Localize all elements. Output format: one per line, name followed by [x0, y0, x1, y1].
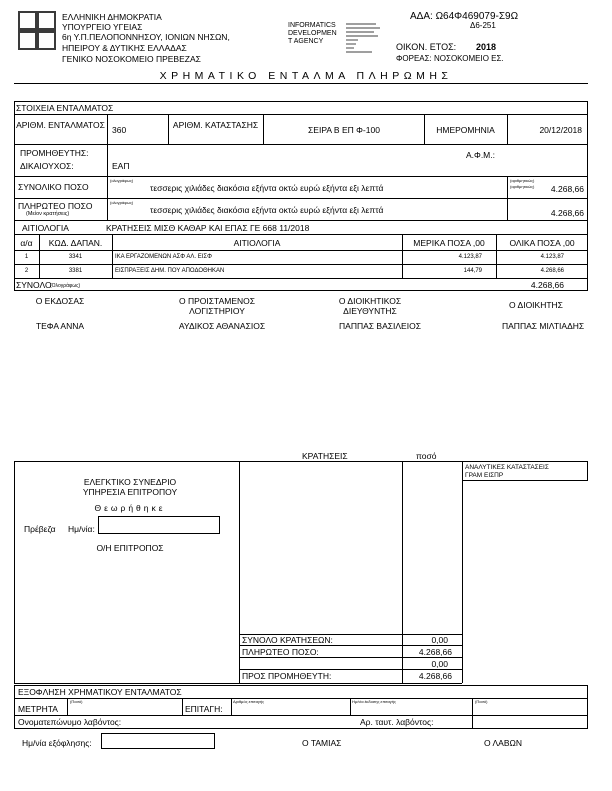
signature-role-governor: Ο ΔΙΟΙΚΗΤΗΣ [509, 300, 563, 310]
col-header-no: α/α [20, 238, 33, 248]
table-row-1-partial: 4.123,87 [458, 254, 482, 260]
date-value: 20/12/2018 [539, 125, 582, 135]
table-row-2-total: 4.268,66 [540, 268, 564, 274]
receiver-id-label: Αρ. ταυτ. λαβόντος: [360, 717, 434, 727]
entity: ΦΟΡΕΑΣ: ΝΟΣΟΚΟΜΕΙΟ ΕΣ. [396, 54, 504, 63]
commissioner-label: Ο/Η ΕΠΙΤΡΟΠΟΣ [96, 543, 164, 553]
hospital-logo [18, 11, 56, 50]
supplier-label-2: ΔΙΚΑΙΟΥΧΟΣ: [20, 161, 74, 171]
court-line-1: ΕΛΕΓΚΤΙΚΟ ΣΥΝΕΔΡΙΟ [83, 477, 177, 487]
col-header-total: ΟΛΙΚΑ ΠΟΣΑ ,00 [509, 238, 575, 248]
col-header-desc: ΑΙΤΙΟΛΟΓΙΑ [233, 238, 281, 248]
agency-line-1: INFORMATICS [288, 22, 336, 29]
org-line-1: ΕΛΛΗΝΙΚΗ ΔΗΜΟΚΡΑΤΙΑ [62, 12, 162, 22]
receiver-sign-label: Ο ΛΑΒΩΝ [484, 738, 523, 748]
table-row-2-code: 3381 [68, 268, 83, 274]
signature-name-issuer: ΤΕΦΑ ΑΝΝΑ [35, 321, 85, 331]
to-supplier-label: ΠΡΟΣ ΠΡΟΜΗΘΕΥΤΗ: [242, 671, 332, 681]
signature-role-issuer: Ο ΕΚΔΟΣΑΣ [35, 296, 85, 306]
ada-code: ΑΔΑ: Ω64Φ469079-Σ9Ω [410, 11, 519, 22]
analytic-line-1: ΑΝΑΛΥΤΙΚΕΣ ΚΑΤΑΣΤΑΣΕΙΣ [465, 464, 549, 471]
endorse-date-label: Ημ/νία: [68, 524, 95, 534]
settlement-date-label: Ημ/νία εξόφλησης: [22, 738, 92, 748]
endorse-date-field[interactable] [98, 516, 220, 534]
order-no: 360 [112, 125, 127, 135]
signature-role-admin-director: Ο ΔΙΟΙΚΗΤΙΚΟΣ ΔΙΕΥΘΥΝΤΗΣ [338, 296, 402, 316]
table-row-2-desc: ΕΙΣΠΡΑΞΕΙΣ ΔΗΜ. ΠΟΥ ΑΠΟΔΟΘΗΚΑΝ [115, 268, 225, 274]
supplier-label-1: ΠΡΟΜΗΘΕΥΤΗΣ: [20, 148, 89, 158]
cheque-note-date: Ημ/νία έκδοσης επιταγής [352, 699, 396, 704]
sum-amount: 4.268,66 [530, 280, 564, 290]
paid-words: τεσσερις χιλιάδες διακόσια εξήντα οκτώ ευρώ εξήντα εξι λεπτά [150, 205, 384, 215]
fiscal-year-label: ΟΙΚΟΝ. ΕΤΟΣ: [396, 42, 457, 52]
paid-sublabel: (Μείον κρατήσεις) [26, 211, 70, 217]
total-words-note: (ολογράφως) [110, 178, 134, 183]
table-row-1-total: 4.123,87 [540, 254, 564, 260]
extra-value: 0,00 [431, 659, 448, 669]
signature-name-admin-director: ΠΑΠΠΑΣ ΒΑΣΙΛΕΙΟΣ [339, 321, 421, 331]
signature-role-accounting: Ο ΠΡΟΙΣΤΑΜΕΝΟΣ ΛΟΓΙΣΤΗΡΙΟΥ [179, 296, 255, 316]
greek-cross-logo-icon [18, 11, 56, 50]
table-row-2-no: 2 [24, 268, 29, 274]
to-supplier-amount: 4.268,66 [418, 671, 452, 681]
reason-text: ΚΡΑΤΗΣΕΙΣ ΜΙΣΘ ΚΑΘΑΡ ΚΑΙ ΕΠΑΣ ΓΕ 668 11/2018 [106, 223, 310, 233]
court-line-2: ΥΠΗΡΕΣΙΑ ΕΠΙΤΡΟΠΟΥ [82, 487, 178, 497]
deductions-header: ΚΡΑΤΗΣΕΙΣ [302, 451, 348, 461]
cheque-note-amount: (Ποσό) [475, 699, 488, 704]
total-amount: 4.268,66 [550, 184, 584, 194]
order-no-label: ΑΡΙΘΜ. ΕΝΤΑΛΜΑΤΟΣ [16, 120, 105, 130]
paid-label: ΠΛΗΡΩΤΕΟ ΠΟΣΟ [18, 201, 93, 211]
agency-fine-print-icon [346, 22, 382, 54]
col-header-partial: ΜΕΡΙΚΑ ΠΟΣΑ ,00 [413, 238, 485, 248]
cashier-label: Ο ΤΑΜΙΑΣ [302, 738, 342, 748]
signature-name-accounting: ΑΥΔΙΚΟΣ ΑΘΑΝΑΣΙΟΣ [178, 321, 266, 331]
cheque-label: ΕΠΙΤΑΓΗ: [185, 704, 223, 714]
deductions-total-label: ΣΥΝΟΛΟ ΚΡΑΤΗΣΕΩΝ: [242, 635, 333, 645]
org-line-5: ΓΕΝΙΚΟ ΝΟΣΟΚΟΜΕΙΟ ΠΡΕΒΕΖΑΣ [62, 54, 201, 64]
details-section-title: ΣΤΟΙΧΕΙΑ ΕΝΤΑΛΜΑΤΟΣ [16, 103, 114, 113]
col-header-code: ΚΩΔ. ΔΑΠΑΝ. [48, 238, 103, 248]
form-code: Δ6-251 [470, 21, 496, 30]
total-numeric-note-2: (αριθμητικώς) [510, 184, 535, 189]
cash-label: ΜΕΤΡΗΤΑ [18, 704, 58, 714]
table-row-1-code: 3341 [68, 254, 83, 260]
signature-name-governor: ΠΑΠΠΑΣ ΜΙΛΤΙΑΔΗΣ [502, 321, 585, 331]
cash-note: (Ποσό) [70, 699, 83, 704]
total-label: ΣΥΝΟΛΙΚΟ ΠΟΣΟ [18, 182, 89, 192]
settlement-date-field[interactable] [101, 733, 215, 749]
sum-label: ΣΥΝΟΛΟ [16, 280, 52, 290]
agency-line-2: DEVELOPMEN [288, 30, 337, 37]
date-label: ΗΜΕΡΟΜΗΝΙΑ [436, 125, 495, 135]
fiscal-year: 2018 [476, 42, 497, 52]
payable-label: ΠΛΗΡΩΤΕΟ ΠΟΣΟ: [242, 647, 319, 657]
org-line-4: ΗΠΕΙΡΟΥ & ΔΥΤΙΚΗΣ ΕΛΛΑΔΑΣ [62, 43, 187, 53]
endorsed-text: Θεωρήθηκε [94, 503, 166, 513]
afm-label: Α.Φ.Μ.: [466, 150, 495, 160]
supplier-name: ΕΑΠ [112, 161, 130, 171]
table-row-1-desc: ΙΚΑ ΕΡΓΑΖΟΜΕΝΩΝ ΑΣΦ ΑΛ. ΕΙΣΦ [115, 254, 212, 260]
document-title: ΧΡΗΜΑΤΙΚΟ ΕΝΤΑΛΜΑ ΠΛΗΡΩΜΗΣ [159, 70, 453, 82]
sum-note: (Ολογράφως) [50, 283, 81, 289]
settlement-title: ΕΞΟΦΛΗΣΗ ΧΡΗΜΑΤΙΚΟΥ ΕΝΤΑΛΜΑΤΟΣ [18, 687, 182, 697]
place-label: Πρέβεζα [24, 524, 56, 534]
paid-words-note: (ολογράφως) [110, 200, 134, 205]
series: ΣΕΙΡΑ Β ΕΠ Φ-100 [308, 125, 380, 135]
paid-amount: 4.268,66 [550, 208, 584, 218]
org-line-2: ΥΠΟΥΡΓΕΙΟ ΥΓΕΙΑΣ [62, 22, 143, 32]
payable-amount: 4.268,66 [418, 647, 452, 657]
title-rule [14, 83, 588, 84]
cheque-note-number: Αριθμός επιταγής [233, 699, 265, 704]
amount-header: ποσό [416, 451, 437, 461]
deductions-total: 0,00 [431, 635, 448, 645]
agency-line-3: T AGENCY [288, 38, 324, 45]
total-words: τεσσερις χιλιάδες διακόσια εξήντα οκτώ ευρώ εξήντα εξι λεπτά [150, 183, 384, 193]
state-no-label: ΑΡΙΘΜ. ΚΑΤΑΣΤΑΣΗΣ [172, 120, 259, 130]
table-row-1-no: 1 [24, 254, 29, 260]
total-numeric-note: (αριθμητικώς) [510, 178, 535, 183]
org-line-3: 6η Υ.Π.ΠΕΛΟΠΟΝΝΗΣΟΥ, ΙΟΝΙΩΝ ΝΗΣΩΝ, [62, 32, 230, 42]
reason-label: ΑΙΤΙΟΛΟΓΙΑ [22, 223, 69, 233]
receiver-name-label: Ονοματεπώνυμο λαβόντος: [18, 717, 122, 727]
table-row-2-partial: 144,79 [463, 268, 482, 274]
agency-logo [288, 22, 337, 46]
analytic-line-2: ΓΡΑΜ ΕΙΣΠΡ [465, 472, 504, 479]
